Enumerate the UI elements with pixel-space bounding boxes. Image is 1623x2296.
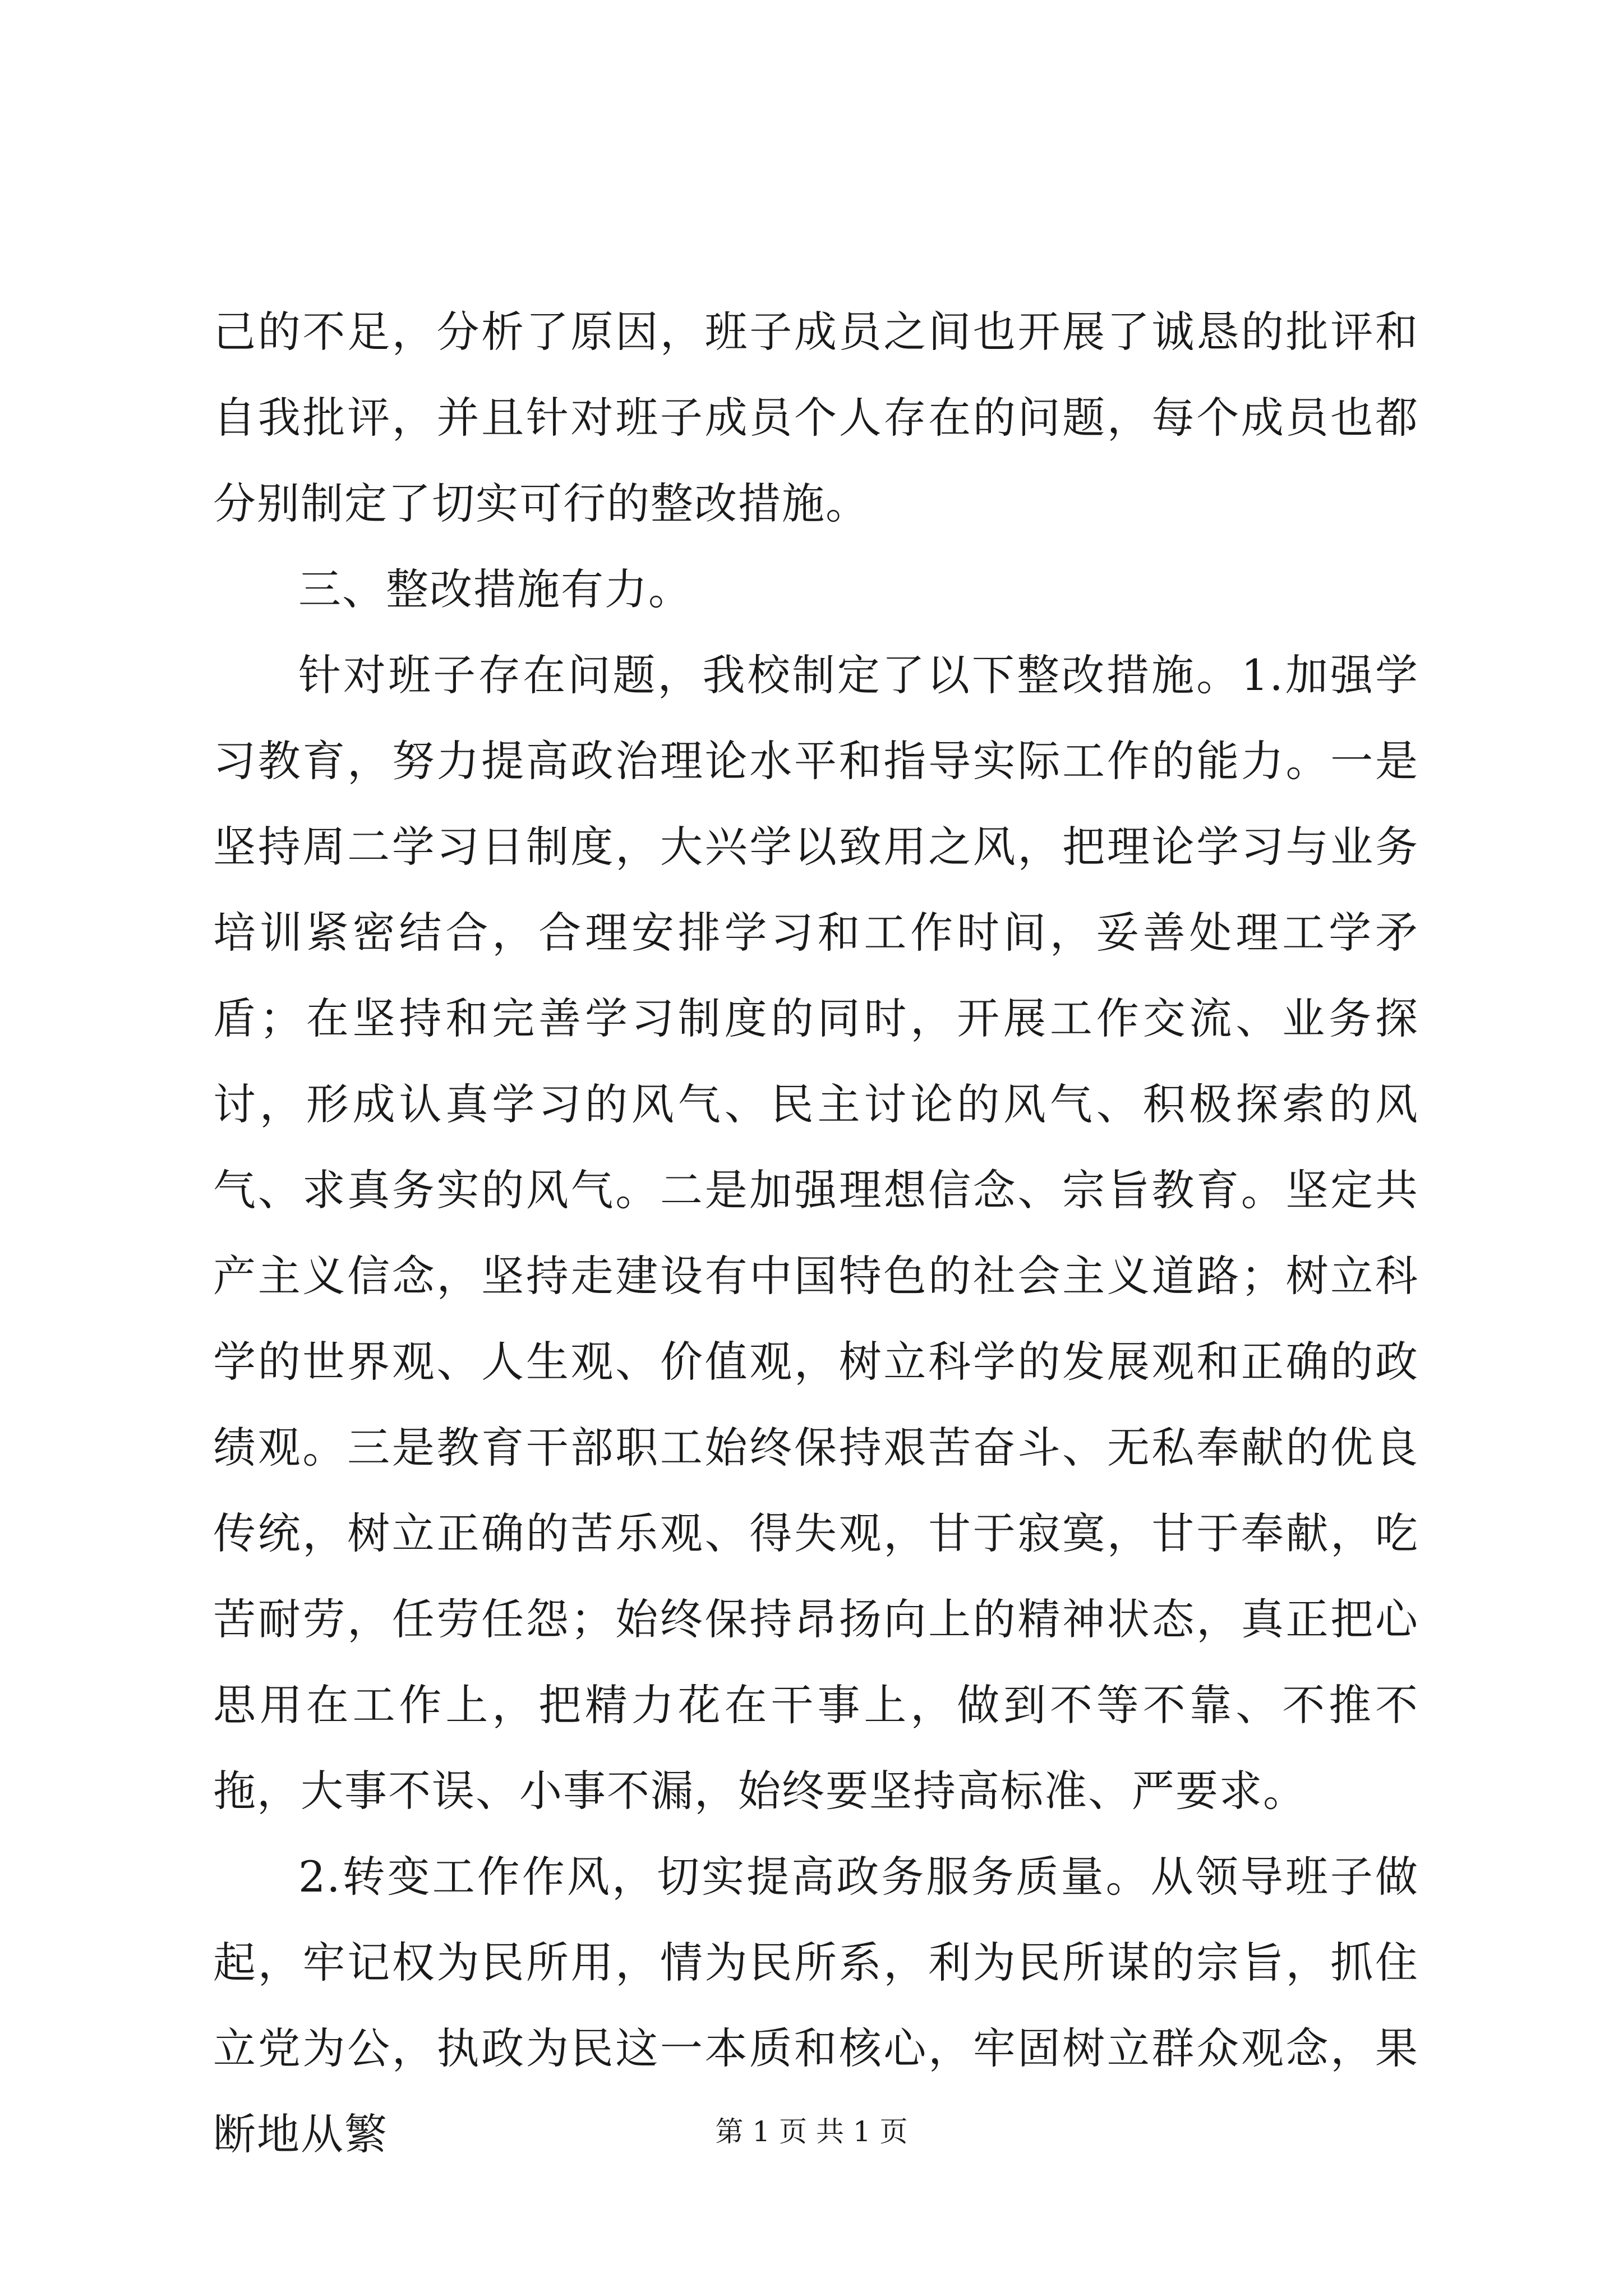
paragraph-measures: 针对班子存在问题，我校制定了以下整改措施。1.加强学习教育，努力提高政治理论水平和指导实际工作的能力。一是坚持周二学习日制度，大兴学以致用之风，把理论学习与业务培训紧密结合，合理安排学习和工作时间，妥善处理工学矛盾；在坚持和完善学习制度的同时，开展工作交流、业务探讨，形成认真学习的风气、民主讨论的风气、积极探索的风气、求真务实的风气。二是加强理想信念、宗旨教育。坚定共产主义信念，坚持走建设有中国特色的社会主义道路；树立科学的世界观、人生观、价值观，树立科学的发展观和正确的政绩观。三是教育干部职工始终保持艰苦奋斗、无私奉献的优良传统，树立正确的苦乐观、得失观，甘于寂寞，甘于奉献，吃苦耐劳，任劳任怨；始终保持昂扬向上的精神状态，真正把心思用在工作上，把精力花在干事上，做到不等不靠、不推不拖，大事不误、小事不漏，始终要坚持高标准、严要求。 [213,650,1419,1816]
paragraph-continuation: 己的不足，分析了原因，班子成员之间也开展了诚恳的批评和自我批评，并且针对班子成员个人存在的问题，每个成员也都分别制定了切实可行的整改措施。 [213,307,1419,528]
document-body [213,289,1419,2177]
paragraph-work-style: 2.转变工作作风，切实提高政务服务质量。从领导班子做起，牢记权为民所用，情为民所系，利为民所谋的宗旨，抓住立党为公，执政为民这一本质和核心，牢固树立群众观念，果断地从繁 [213,1852,1419,2159]
section-heading-3: 三、整改措施有力。 [298,564,692,614]
page-number-footer: 第 1 页 共 1 页 [715,2115,908,2148]
